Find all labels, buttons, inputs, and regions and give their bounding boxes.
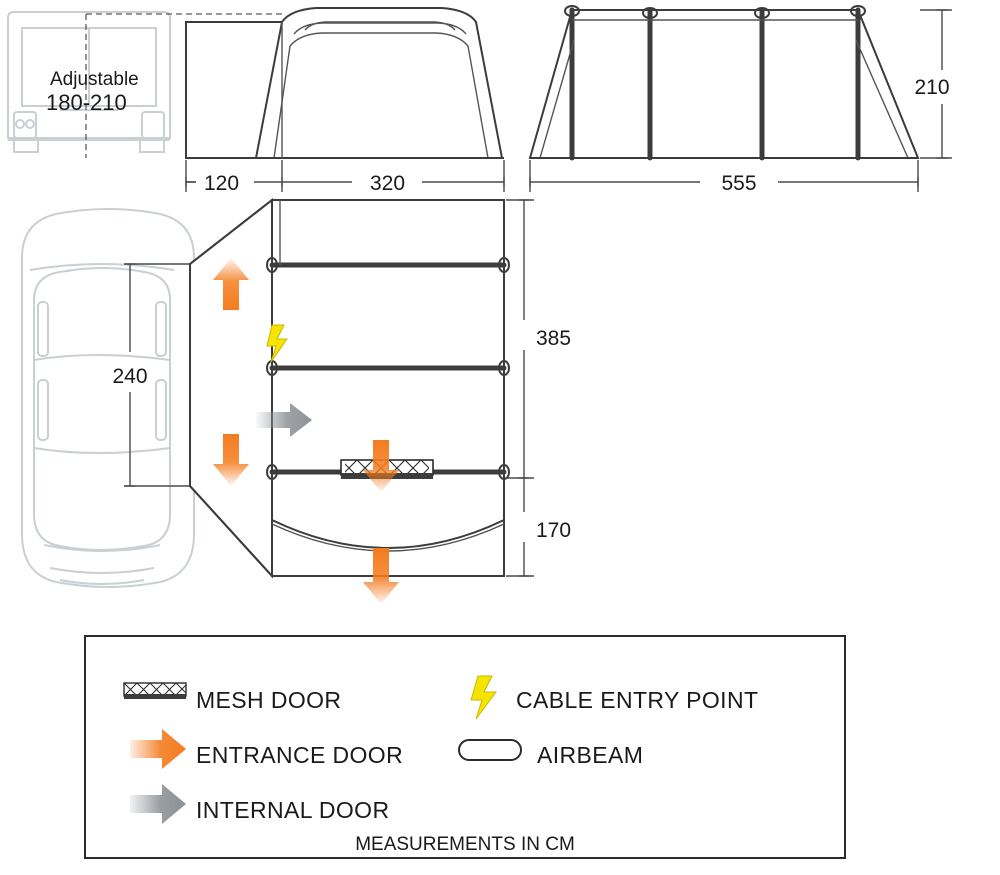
vehicle-plan-view (22, 209, 194, 587)
dimension-555: 555 (721, 172, 757, 195)
legend-footer-units: MEASUREMENTS IN CM (355, 834, 575, 855)
plan-depth-dimensions (506, 200, 571, 576)
awning-plan-view (190, 200, 509, 576)
awning-front-elevation (186, 8, 504, 158)
awning-side-elevation (530, 6, 918, 158)
airbeam-capsule-icon (459, 740, 521, 760)
dimension-240: 240 (112, 365, 148, 388)
legend-label-internal-door: INTERNAL DOOR (196, 797, 390, 823)
legend-panel (85, 636, 845, 858)
legend-label-mesh-door: MESH DOOR (196, 687, 342, 713)
side-length-dimension (530, 160, 918, 195)
legend-label-cable-entry-point: CABLE ENTRY POINT (516, 687, 759, 713)
legend-label-entrance-door: ENTRANCE DOOR (196, 742, 404, 768)
dimension-170: 170 (536, 519, 572, 542)
adjustable-label: Adjustable (50, 69, 139, 90)
legend-label-airbeam: AIRBEAM (537, 742, 644, 768)
adjustable-value: 180-210 (46, 90, 127, 115)
side-height-dimension (914, 10, 952, 158)
dimension-320: 320 (370, 172, 406, 195)
dimension-120: 120 (204, 172, 240, 195)
dimension-210: 210 (914, 76, 950, 99)
front-elevation-dimensions (186, 160, 504, 195)
dimension-385: 385 (536, 327, 572, 350)
